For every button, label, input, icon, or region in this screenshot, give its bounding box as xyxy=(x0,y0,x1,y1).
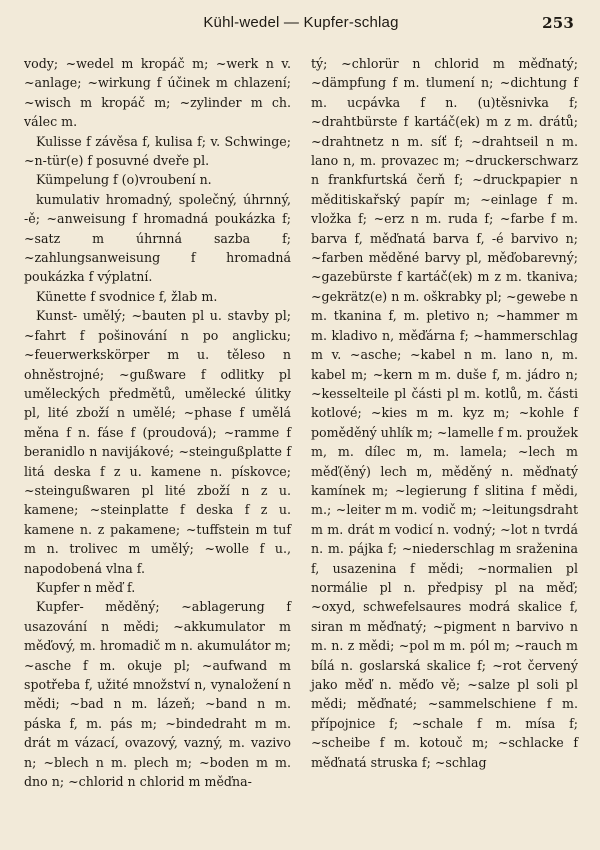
entry-kupfer-compounds-continued: tý; ~chlorür n chlorid m měďnatý; ~dämpfung f m. tlumení n; ~dichtung f m. ucpávka f n. (u)těsnivka f; ~drahtbürste f kartáč(ek) m z m. drátů; ~drahtnetz n m. síť f; ~drahtseil n m. lano n, m. provazec m; ~druckerschwarz n frankfurtská čerň f; ~druckpapier n měditiskařský papír m; ~einlage f m. vložka f; ~erz n m. ruda f; ~farbe f m. barva f, měďnatá barva f, -é barvivo n; ~farben měděné barvy pl, měďobarevný; ~gazebürste f kartáč(ek) m z m. tkaniva; ~gekrätz(e) n m. oškrabky pl; ~gewebe n m. tkanina f, m. pletivo n; ~hammer m m. kladivo n, měďárna f; ~hammerschlag m v. ~asche; ~kabel n m. lano n, m. kabel m; ~kern m m. duše f, m. jádro n; ~kesselteile pl části pl m. kotlů, m. části kotlové; ~kies m m. kyz m; ~kohle f poměděný uhlík m; ~lamelle f m. proužek m, m. dílec m, m. lamela; ~lech m měď(ěný) lech m, měděný n. měďnatý kamínek m; ~legierung f slitina f mědi, m.; ~leiter m m. vodič m; ~leitungsdraht m m. drát m vodicí n. vodný; ~lot n tvrdá n. m. pájka f; ~niederschlag m sraženina f, usazenina f mědi; ~normalien pl normálie pl n. předpisy pl na měď; ~oxyd, schwefelsaures modrá skalice f, siran m měďnatý; ~pigment n barvivo n m. n. z mědi; ~pol m m. pól m; ~rauch m bílá n. goslarská skalice f; ~rot červený jako měď n. měďo vě; ~salze pl soli pl mědi; měďnaté; ~sammelschiene f m. přípojnice f; ~schale f m. mísa f; ~scheibe f m. kotouč m; ~schlacke f měďnatá struska f; ~schlag xyxy=(311,56,578,770)
entry-kupfer: Kupfer n měď f. xyxy=(36,579,136,595)
page-header xyxy=(24,14,578,40)
entry-continuation: vody; ~wedel m kropáč m; ~werk n v. ~anlage; ~wirkung f účinek m chlazení; ~wisch m kropáč m; ~zylinder m ch. válec m. xyxy=(24,56,291,130)
page-number: 253 xyxy=(542,14,574,32)
entry-kulisse: Kulisse f závěsa f, kulisa f; v. Schwinge; ~n-tür(e) f posuvné dveře pl. xyxy=(24,133,291,169)
entry-kunette: Künette f svodnice f, žlab m. xyxy=(36,288,218,304)
entry-kunst: Kunst- umělý; ~bauten pl u. stavby pl; ~fahrt f pošinování n po anglicku; ~feuerwerkskörper m u. těleso n ohněstrojné; ~gußware f odlitky pl uměleckých předmětů, umělecké úlitky pl, lité zboží n umělé; ~phase f umělá měna f n. fáse f (proudová); ~ramme f beranidlo n navijákové; ~steingußplatte f litá deska f z u. kamene n. pískovce; ~steingußwaren pl lité zboží n z u. kamene; ~steinplatte f deska f z u. kamene n. z pakamene; ~tuffstein m tuf m n. trolivec m umělý; ~wolle f u., napodobená vlna f. xyxy=(24,308,291,576)
entry-kumpelung: Kümpelung f (o)vroubení n. xyxy=(36,172,212,188)
left-column xyxy=(24,54,291,791)
entry-kupfer-compounds: Kupfer- měděný; ~ablagerung f usazování n mědi; ~akkumulator m měďový, m. hromadič m n. akumulátor m; ~asche f m. okuje pl; ~aufwand m spotřeba f, užité množství n, vynaložení n mědi; ~bad n m. lázeň; ~band n m. páska f, m. pás m; ~bindedraht m m. drát m vázací, ovazový, vazný, m. vazivo n; ~blech n m. plech m; ~boden m m. dno n; ~chlorid n chlorid m měďna- xyxy=(24,599,291,790)
right-column xyxy=(311,54,578,791)
entry-kumulativ: kumulativ hromadný, společný, úhrnný, -ě; ~anweisung f hromadná poukázka f; ~satz m úhrnná sazba f; ~zahlungsanweisung f hromadná poukázka f výplatní. xyxy=(24,191,291,285)
text-columns xyxy=(24,54,578,791)
running-head: Kühl-wedel — Kupfer-schlag xyxy=(203,14,399,31)
